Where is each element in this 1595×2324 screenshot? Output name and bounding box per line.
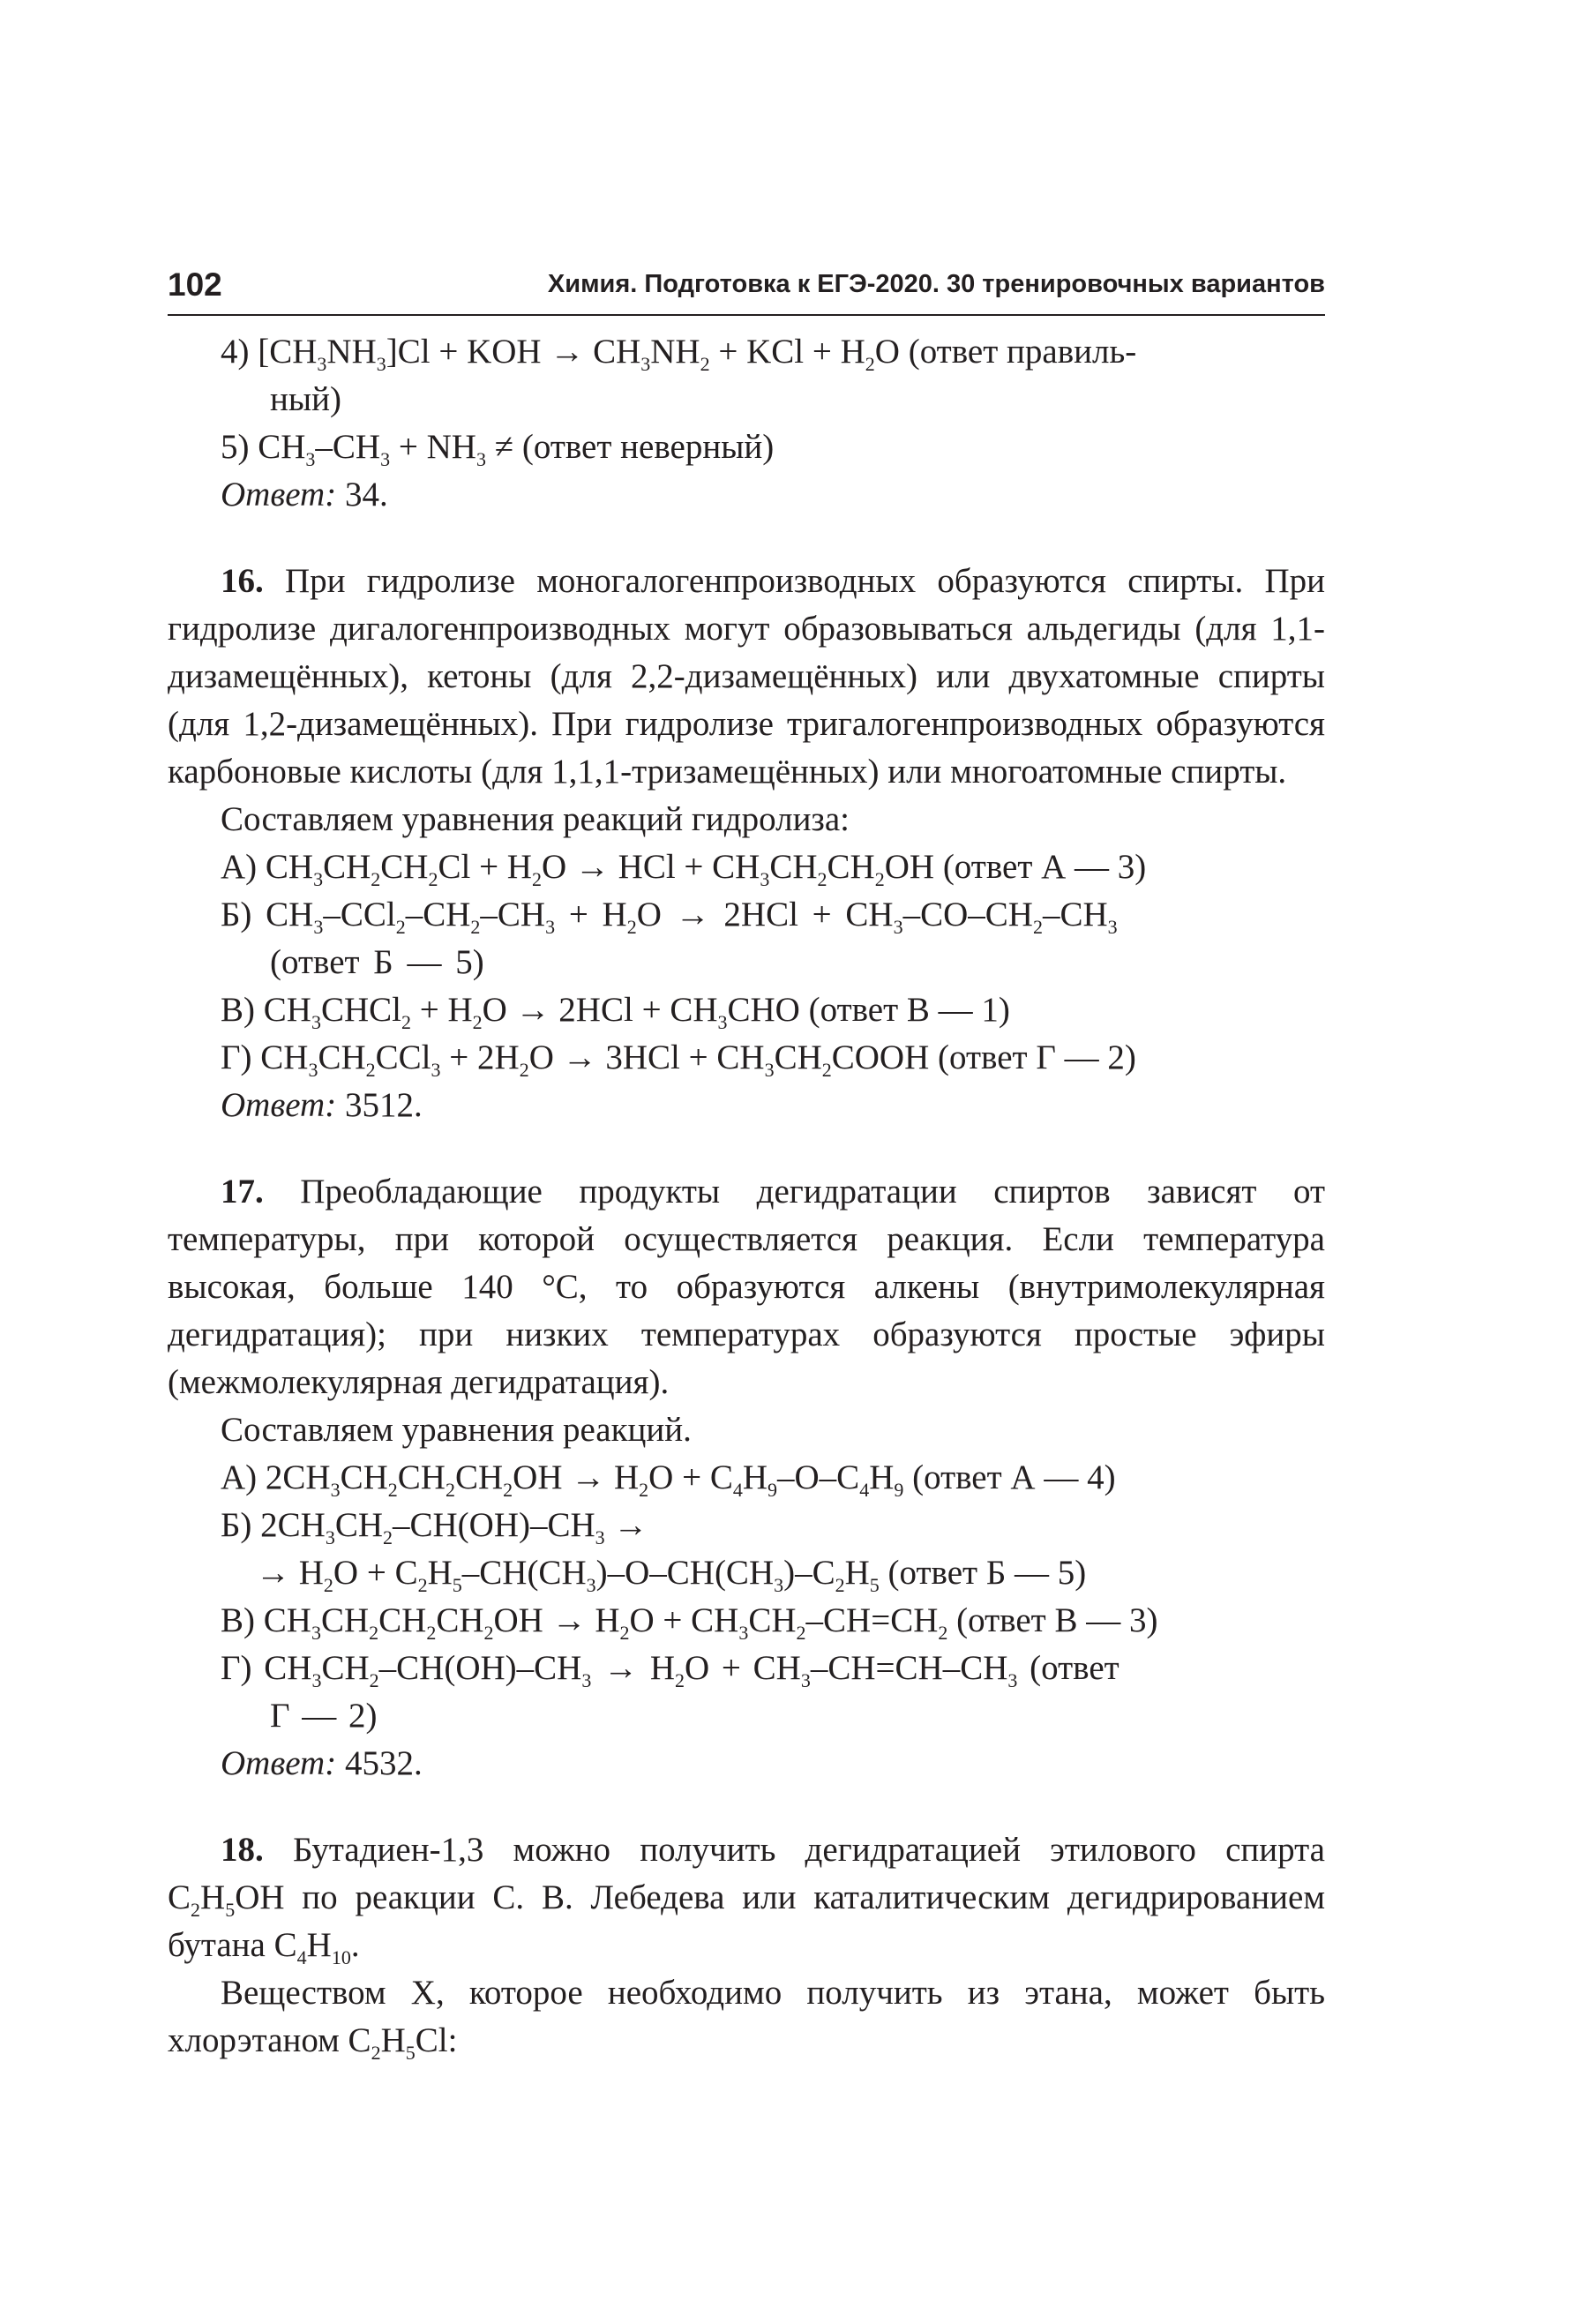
q17-ans-g2: Г — 2) — [270, 1697, 378, 1735]
q17-answer — [168, 1740, 1325, 1788]
q17-intro: Составляем уравнения реакций. — [221, 1411, 692, 1449]
answer-label: Ответ: — [221, 1086, 337, 1124]
q16-number: 16. — [221, 562, 264, 600]
q16-ans-a: (ответ А — 3) — [942, 848, 1147, 886]
q17-number: 17. — [221, 1173, 264, 1211]
answer-label: Ответ: — [221, 476, 337, 514]
item-4-note-cont: ный) — [270, 380, 341, 418]
q17-eq-a: А) $2CH_3CH_2CH_2CH_2OH \to H_2O + C_4H_9-O-C_4H_9$ (ответ А — 4) — [221, 1458, 1116, 1501]
q17-paragraph — [168, 1168, 1325, 1406]
q16-ans-g: (ответ Г — 2) — [938, 1038, 1136, 1076]
q17-ans-v: (ответ В — 3) — [956, 1601, 1158, 1639]
q18-text-a: Бутадиен-1,3 можно получить дегидратацией этилового спирта C — [168, 1831, 1325, 1916]
q17-text: Преобладающие продукты дегидратации спиртов зависят от температуры, при которой осуществляется реакция. Если температура высокая, больше 140 °С, то образуются алкены (внутримолекулярная дегидратация); при низких температурах образуются простые эфиры (межмолекулярная дегидратация). — [168, 1173, 1325, 1401]
q18-text-c: Веществом X, которое необходимо получить из этана, может быть хлорэтаном C — [168, 1974, 1325, 2059]
page-number: 102 — [168, 266, 222, 303]
q18-text-b: OH по реакции С. В. Лебедева или каталитическим дегидрированием бутана C — [168, 1878, 1325, 1964]
q16-eq-a: А) $CH_3CH_2CH_2Cl + H_2O$ → HCl + $CH_3CH_2CH_2OH$ (ответ А — 3) — [221, 848, 1147, 890]
answer-15 — [168, 471, 1325, 519]
q16-eq-b: Б) $CH_3-CCl_2-CH_2-CH_3 + H_2O \to 2HCl + CH_3-CO-CH_2-CH_3$ (ответ Б — 5) — [168, 891, 1325, 986]
q16-text: При гидролизе моногалогенпроизводных образуются спирты. При гидролизе дигалогенпроизводных могут образовываться альдегиды (для 1,1-дизамещённых), кетоны (для 2,2-дизамещённых) или двухатомные спирты (для 1,2-дизамещённых). При гидролизе тригалогенпроизводных образуются карбоновые кислоты (для 1,1,1-тризамещённых) или многоатомные спирты. — [168, 562, 1325, 791]
q18-text-d: Cl: — [415, 2021, 458, 2059]
q17-eq-v: В) $CH_3CH_2CH_2CH_2OH \to H_2O + CH_3CH_2-CH=CH_2$ (ответ В — 3) — [221, 1601, 1158, 1644]
page-body — [168, 328, 1325, 2065]
item-5-note: (ответ неверный) — [521, 428, 775, 466]
running-header — [168, 265, 1325, 316]
q16-ans-v: (ответ В — 1) — [808, 991, 1010, 1029]
answer-value: 34. — [344, 476, 388, 514]
q17-eq-g: Г) $CH_3CH_2-CH(OH)-CH_3 \to H_2O + CH_3-CH=CH-CH_3$ (ответ Г — 2) — [168, 1645, 1325, 1740]
q17-eq-b2: → $H_2O + C_2H_5-CH(CH_3)-O-CH(CH_3)-C_2H_5$ (ответ Б — 5) — [256, 1554, 1087, 1596]
q16-eq-v: В) $CH_3CHCl_2 + H_2O \to 2HCl + CH_3CHO$ (ответ В — 1) — [221, 991, 1010, 1033]
q16-eq-g: Г) $CH_3CH_2CCl_3 + 2H_2O \to 3HCl$ + $CH_3CH_2COOH$ (ответ Г — 2) — [221, 1038, 1136, 1081]
q18-paragraph: 18. Бутадиен-1,3 можно получить дегидратацией этилового спирта $C_2H_5OH$ по реакции С. В. Лебедева или каталитическим дегидрированием бутана $C_4H_{10}$. — [168, 1831, 1325, 1968]
answer-value: 4532. — [344, 1744, 423, 1782]
q18-paragraph-2: Веществом X, которое необходимо получить из этана, может быть хлорэтаном $C_2H_5Cl$: — [168, 1974, 1325, 2064]
answer-item-5: 5) $CH_3-CH_3 + NH_3$ ≠ (ответ неверный) — [221, 428, 775, 470]
running-title: Химия. Подготовка к ЕГЭ-2020. 30 тренировочных вариантов — [547, 270, 1325, 298]
q16-ans-b: (ответ Б — 5) — [270, 943, 484, 981]
q16-intro: Составляем уравнения реакций гидролиза: — [221, 800, 850, 838]
q17-ans-g1: (ответ — [1030, 1649, 1119, 1687]
q17-ans-a: (ответ А — 4) — [912, 1458, 1116, 1496]
answer-value: 3512. — [344, 1086, 423, 1124]
answer-item-4: 4) $[CH_3NH_3]Cl$ + KOH → $CH_3NH_2$ + KCl + $H_2O$ (ответ правиль- ный) — [168, 328, 1325, 424]
q17-ans-b: (ответ Б — 5) — [887, 1554, 1087, 1592]
q17-eq-b1: Б) $2CH_3CH_2-CH(OH)-CH_3$ → — [221, 1506, 648, 1548]
q18-number: 18. — [221, 1831, 264, 1869]
q16-answer — [168, 1082, 1325, 1129]
q16-paragraph — [168, 558, 1325, 796]
answer-label: Ответ: — [221, 1744, 337, 1782]
item-4-note: (ответ правиль- — [908, 333, 1137, 371]
